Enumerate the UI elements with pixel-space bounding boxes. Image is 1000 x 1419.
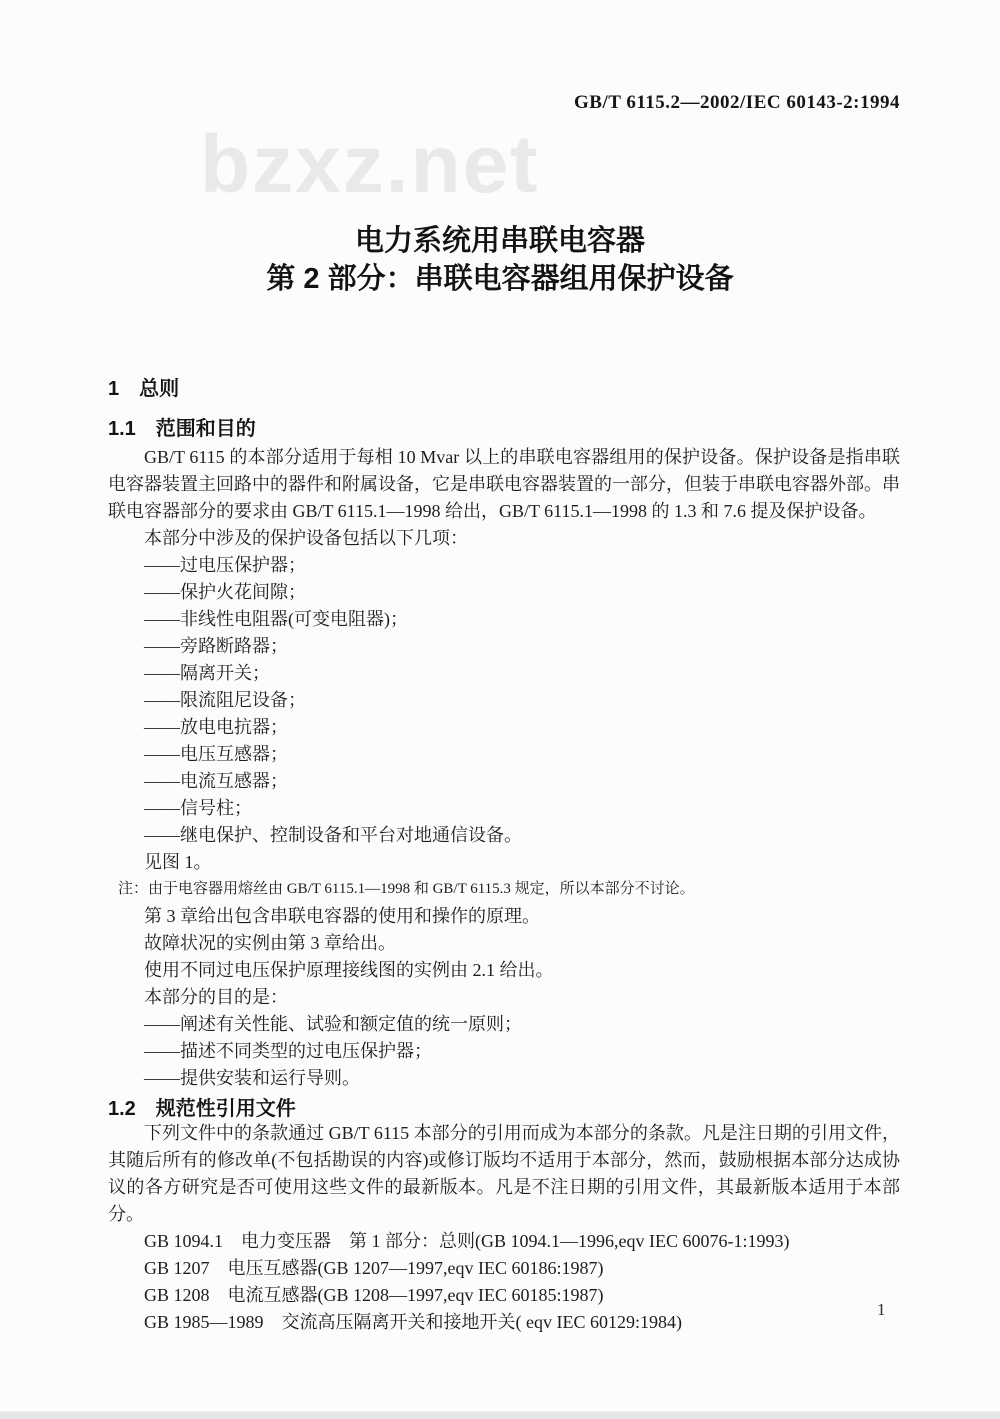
section-1-2-content (108, 1120, 900, 1336)
title-line-1: 电力系统用串联电容器 (354, 225, 645, 257)
document-title (0, 222, 1000, 298)
standard-number: GB/T 6115.2—2002/IEC 60143-2:1994 (574, 92, 900, 113)
list-item: ——描述不同类型的过电压保护器； (144, 1041, 432, 1061)
paragraph: 第 3 章给出包含串联电容器的使用和操作的原理。 (144, 906, 540, 926)
list-item: ——电压互感器； (144, 744, 288, 764)
footnote: 注：由于电容器用熔丝由 GB/T 6115.1—1998 和 GB/T 6115.3 规定，所以本部分不讨论。 (118, 881, 695, 897)
paragraph: 使用不同过电压保护原理接线图的实例由 2.1 给出。 (144, 960, 554, 980)
list-item: ——提供安装和运行导则。 (144, 1068, 360, 1088)
purpose-intro: 本部分的目的是： (144, 987, 288, 1007)
normative-references-paragraph: 下列文件中的条款通过 GB/T 6115 本部分的引用而成为本部分的条款。凡是注日期的引用文件，其随后所有的修改单(不包括勘误的内容)或修订版均不适用于本部分，然而，鼓励根据本部分达成协议的各方研究是否可使用这些文件的最新版本。凡是不注日期的引用文件，其最新版本适用于本部分。 (108, 1123, 900, 1224)
list-item: ——过电压保护器； (144, 555, 306, 575)
page-number: 1 (877, 1300, 886, 1319)
watermark-text: bzxz.net (200, 119, 540, 210)
scope-paragraph: GB/T 6115 的本部分适用于每相 10 Mvar 以上的串联电容器组用的保护设备。保护设备是指串联电容器装置主回路中的器件和附属设备，它是串联电容器装置的一部分，但装于串联电容器外部。串联电容器部分的要求由 GB/T 6115.1—1998 给出，GB/T 6115.1—1998 的 1.3 和 7.6 提及保护设备。 (108, 447, 900, 521)
list-item: ——信号柱； (144, 798, 252, 818)
scan-edge-strip (0, 1411, 1000, 1419)
list-item: ——继电保护、控制设备和平台对地通信设备。 (144, 825, 522, 845)
reference-entry: GB 1208 电流互感器(GB 1208—1997,eqv IEC 60185:1987) (144, 1285, 604, 1305)
list-item: ——非线性电阻器(可变电阻器)； (144, 609, 408, 629)
section-1-heading: 1 总则 (108, 378, 180, 400)
section-1-2-heading: 1.2 规范性引用文件 (108, 1098, 296, 1120)
section-1-1-content (108, 444, 900, 1092)
reference-entry: GB 1094.1 电力变压器 第 1 部分：总则(GB 1094.1—1996,eqv IEC 60076-1:1993) (144, 1231, 790, 1251)
list-item: ——隔离开关； (144, 663, 270, 683)
list-item: ——放电电抗器； (144, 717, 288, 737)
list-item: ——旁路断路器； (144, 636, 288, 656)
equipment-list-intro: 本部分中涉及的保护设备包括以下几项： (144, 528, 468, 548)
list-item: ——电流互感器； (144, 771, 288, 791)
list-item: ——保护火花间隙； (144, 582, 306, 602)
see-figure-reference: 见图 1。 (144, 852, 212, 872)
reference-entry: GB 1985—1989 交流高压隔离开关和接地开关( eqv IEC 60129:1984) (144, 1312, 682, 1332)
section-1-1-heading: 1.1 范围和目的 (108, 418, 256, 440)
list-item: ——阐述有关性能、试验和额定值的统一原则； (144, 1014, 522, 1034)
list-item: ——限流阻尼设备； (144, 690, 306, 710)
title-line-2: 第 2 部分：串联电容器组用保护设备 (266, 263, 734, 295)
reference-entry: GB 1207 电压互感器(GB 1207—1997,eqv IEC 60186:1987) (144, 1258, 604, 1278)
paragraph: 故障状况的实例由第 3 章给出。 (144, 933, 396, 953)
